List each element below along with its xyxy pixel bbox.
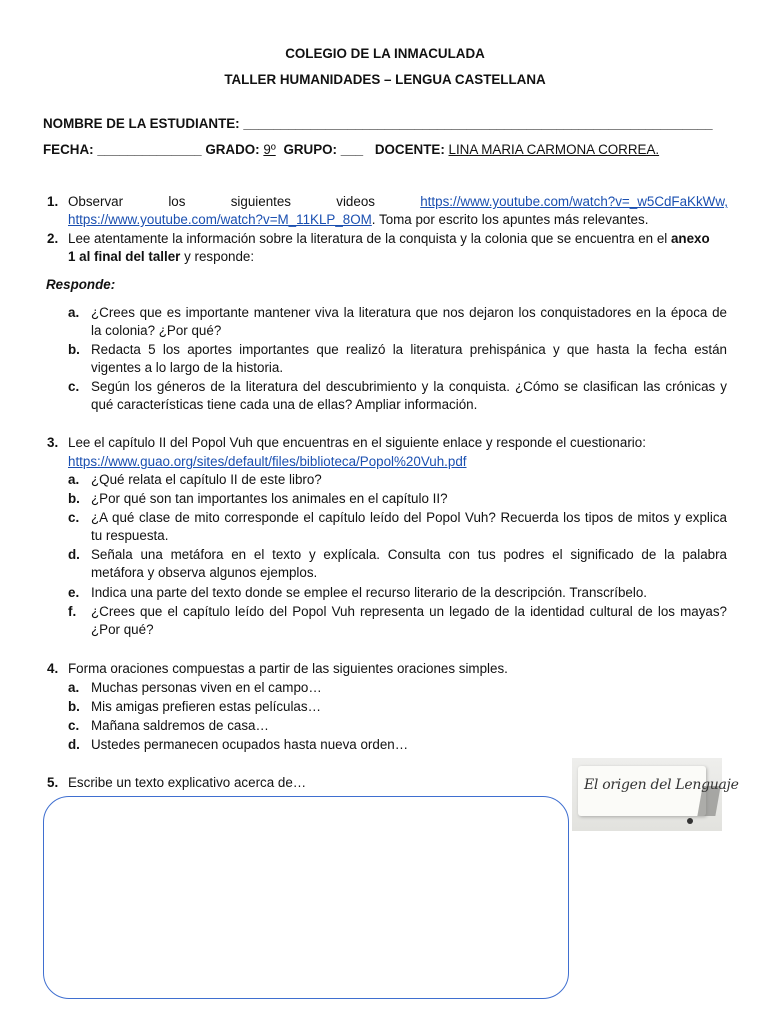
q3-item-letter: d. xyxy=(68,547,80,562)
q1-word: siguientes xyxy=(230,194,292,209)
q1-number: 1. xyxy=(47,194,59,209)
q2-line1 xyxy=(68,230,728,249)
grade-value: 9º xyxy=(263,142,276,157)
q3-link-line xyxy=(68,453,467,472)
q2-item-letter: a. xyxy=(68,305,80,320)
q5-text: Escribe un texto explicativo acerca de… xyxy=(68,775,307,790)
group-label: GRUPO: xyxy=(283,142,338,157)
q2-number: 2. xyxy=(47,231,59,246)
q3-item-c-line1: ¿A qué clase de mito corresponde el capítulo leído del Popol Vuh? Recuerda los tipos de mitos y explica xyxy=(91,510,727,525)
q3-number: 3. xyxy=(47,435,59,450)
q4-item-d: Ustedes permanecen ocupados hasta nueva orden… xyxy=(91,737,409,752)
group-blank[interactable]: ___ xyxy=(340,142,364,157)
q2-item-a-line2: la colonia? ¿Por qué? xyxy=(91,323,222,338)
q2-item-b-line1: Redacta 5 los aportes importantes que realizó la literatura prehispánica y que hasta la fecha están xyxy=(91,342,727,357)
video-link-1[interactable]: https://www.youtube.com/watch?v=_w5CdFaKkWw, xyxy=(420,194,728,209)
q3-item-letter: c. xyxy=(68,510,80,525)
q4-number: 4. xyxy=(47,661,59,676)
q4-item-letter: d. xyxy=(68,737,80,752)
q2-item-letter: b. xyxy=(68,342,80,357)
q2-item-b-line2: vigentes a lo largo de la historia. xyxy=(91,360,284,375)
name-label: NOMBRE DE LA ESTUDIANTE: xyxy=(43,116,240,131)
q2-bold-final: 1 al final del taller xyxy=(68,249,181,264)
answer-textbox[interactable] xyxy=(43,796,569,999)
date-grade-line xyxy=(43,141,659,160)
q1-word: Observar xyxy=(68,194,124,209)
q3-item-b: ¿Por qué son tan importantes los animales en el capítulo II? xyxy=(91,491,448,506)
workshop-title: TALLER HUMANIDADES – LENGUA CASTELLANA xyxy=(224,72,546,87)
q4-item-b: Mis amigas prefieren estas películas… xyxy=(91,699,321,714)
q2-item-c-line2: qué características tiene cada una de ellas? Ampliar información. xyxy=(91,397,478,412)
q4-item-letter: c. xyxy=(68,718,80,733)
popol-vuh-link[interactable]: https://www.guao.org/sites/default/files/biblioteca/Popol%20Vuh.pdf xyxy=(68,454,467,469)
q3-item-letter: a. xyxy=(68,472,80,487)
respond-label: Responde: xyxy=(46,277,116,292)
q4-item-c: Mañana saldremos de casa… xyxy=(91,718,269,733)
q2-item-c-line1: Según los géneros de la literatura del descubrimiento y la conquista. ¿Cómo se clasifican las crónicas y xyxy=(91,379,727,394)
q4-text: Forma oraciones compuestas a partir de las siguientes oraciones simples. xyxy=(68,661,508,676)
q4-item-letter: b. xyxy=(68,699,80,714)
q3-item-a: ¿Qué relata el capítulo II de este libro? xyxy=(91,472,322,487)
q1-tail: . Toma por escrito los apuntes más relevantes. xyxy=(371,212,649,227)
q3-text: Lee el capítulo II del Popol Vuh que encuentras en el siguiente enlace y responde el cuestionario: xyxy=(68,435,646,450)
teacher-label: DOCENTE: xyxy=(374,142,445,157)
q3-item-f-line1: ¿Crees que el capítulo leído del Popol Vuh representa un legado de la identidad cultural de los mayas? xyxy=(91,604,727,619)
teacher-name: LINA MARIA CARMONA CORREA. xyxy=(448,142,660,157)
q2-line2 xyxy=(68,248,254,267)
image-title: El origen del Lenguaje xyxy=(584,777,739,793)
q3-item-f-line2: ¿Por qué? xyxy=(91,622,154,637)
q3-item-letter: b. xyxy=(68,491,80,506)
q3-item-d-line2: metáfora y observa algunos ejemplos. xyxy=(91,565,318,580)
image-logo-icon xyxy=(687,818,693,824)
name-blank[interactable]: _______________________________________________________________ xyxy=(243,116,713,131)
q3-item-c-line2: tu respuesta. xyxy=(91,528,169,543)
q2-tail: y responde: xyxy=(180,249,255,264)
q3-item-d-line1: Señala una metáfora en el texto y explícala. Consulta con tus podres el significado de la palabra xyxy=(91,547,727,562)
q1-word: videos xyxy=(336,194,375,209)
origin-of-language-image xyxy=(572,758,739,831)
q2-item-a-line1: ¿Crees que es importante mantener viva la literatura que nos dejaron los conquistadores en la época de xyxy=(91,305,727,320)
date-label: FECHA: xyxy=(43,142,94,157)
video-link-2[interactable]: https://www.youtube.com/watch?v=M_11KLP_8OM xyxy=(68,212,372,227)
q5-number: 5. xyxy=(47,775,59,790)
date-blank[interactable]: ______________ xyxy=(97,142,202,157)
q1-word: los xyxy=(168,194,186,209)
q2-item-letter: c. xyxy=(68,379,80,394)
q4-item-a: Muchas personas viven en el campo… xyxy=(91,680,322,695)
q3-item-letter: f. xyxy=(68,604,77,619)
school-title: COLEGIO DE LA INMACULADA xyxy=(285,46,485,61)
student-name-line xyxy=(43,115,713,134)
q2-bold-annex: anexo xyxy=(670,231,710,246)
q2-text: Lee atentamente la información sobre la literatura de la conquista y la colonia que se encuentra en el xyxy=(68,231,668,246)
q4-item-letter: a. xyxy=(68,680,80,695)
q3-item-letter: e. xyxy=(68,585,80,600)
q3-item-e: Indica una parte del texto donde se emplee el recurso literario de la descripción. Transcríbelo. xyxy=(91,585,648,600)
q1-line2 xyxy=(68,211,648,230)
q1-line1 xyxy=(68,193,728,212)
grade-label: GRADO: xyxy=(205,142,260,157)
